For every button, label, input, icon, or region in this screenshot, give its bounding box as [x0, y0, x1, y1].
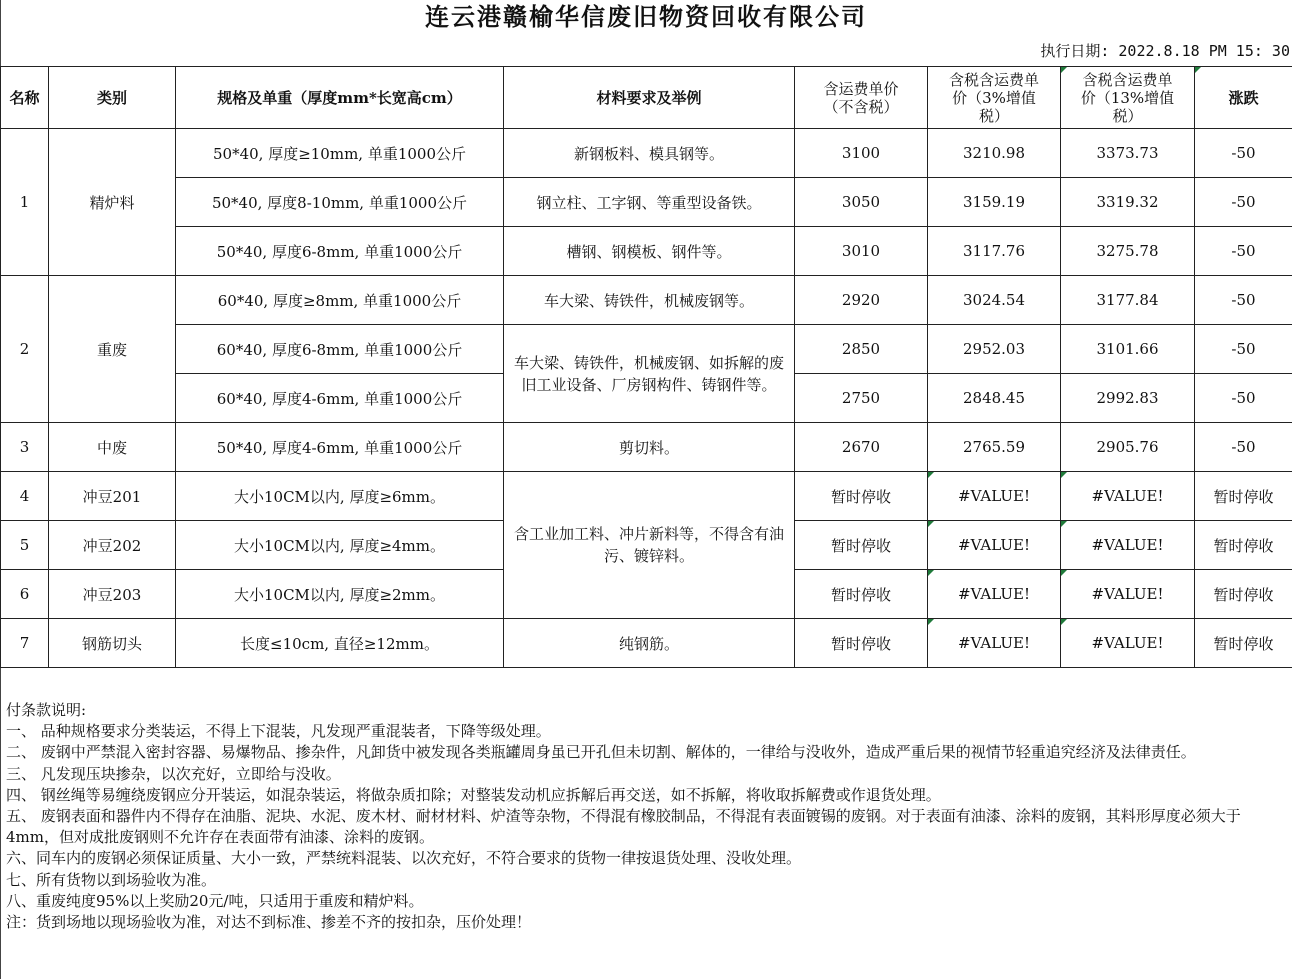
row-price: 暂时停收 [795, 619, 928, 668]
table-row [1, 276, 1292, 325]
row-price-13pct: 2992.83 [1061, 374, 1195, 423]
row-spec: 60*40, 厚度≥8mm, 单重1000公斤 [176, 276, 504, 325]
row-price-3pct: 2765.59 [928, 423, 1061, 472]
row-spec: 长度≤10cm, 直径≥12mm。 [176, 619, 504, 668]
row-spec: 大小10CM以内, 厚度≥4mm。 [176, 521, 504, 570]
notes-heading: 付条款说明: [6, 701, 87, 719]
note-item: 三、 凡发现压块掺杂，以次充好，立即给与没收。 [6, 764, 341, 783]
header-price-3pct [928, 67, 1061, 129]
header-price-13pct-line1: 含税含运费单 [1082, 70, 1173, 89]
header-price-3pct-line3: 税） [978, 106, 1009, 125]
row-price-3pct: 3159.19 [928, 178, 1061, 227]
row-price-3pct: #VALUE! [928, 472, 1061, 521]
row-category: 重废 [49, 276, 176, 423]
row-number: 7 [1, 619, 49, 668]
table-row [1, 178, 1292, 227]
row-number: 6 [1, 570, 49, 619]
row-category: 冲豆201 [49, 472, 176, 521]
row-spec: 60*40, 厚度4-6mm, 单重1000公斤 [176, 374, 504, 423]
row-change: 暂时停收 [1195, 472, 1292, 521]
row-material: 槽钢、钢模板、钢件等。 [504, 227, 795, 276]
row-price-3pct: 3210.98 [928, 129, 1061, 178]
row-material: 纯钢筋。 [504, 619, 795, 668]
header-change: 涨跌 [1195, 67, 1292, 129]
terms-notes [6, 700, 1286, 933]
row-price-13pct: 3101.66 [1061, 325, 1195, 374]
row-price-13pct: 2905.76 [1061, 423, 1195, 472]
note-item: 七、所有货物以到场验收为准。 [6, 870, 217, 889]
row-change: 暂时停收 [1195, 619, 1292, 668]
row-spec: 50*40, 厚度6-8mm, 单重1000公斤 [176, 227, 504, 276]
row-price: 3100 [795, 129, 928, 178]
row-change: 暂时停收 [1195, 521, 1292, 570]
row-price-3pct: 3024.54 [928, 276, 1061, 325]
row-change: -50 [1195, 374, 1292, 423]
header-price-3pct-line2: 价（3%增值 [952, 88, 1036, 107]
header-price-no-tax-line2: （不含税） [823, 97, 899, 116]
row-price-13pct: #VALUE! [1061, 472, 1195, 521]
note-item: 一、 品种规格要求分类装运，不得上下混装，凡发现严重混装者，下降等级处理。 [6, 722, 551, 741]
row-category: 钢筋切头 [49, 619, 176, 668]
row-number: 3 [1, 423, 49, 472]
row-price-3pct: #VALUE! [928, 570, 1061, 619]
row-price-13pct: 3275.78 [1061, 227, 1195, 276]
header-price-13pct [1061, 67, 1195, 129]
row-number: 4 [1, 472, 49, 521]
note-footer: 注：货到场地以现场验收为准，对达不到标准、掺差不齐的按扣杂，压价处理！ [6, 913, 532, 932]
row-material: 剪切料。 [504, 423, 795, 472]
row-change: -50 [1195, 325, 1292, 374]
row-price-13pct: 3319.32 [1061, 178, 1195, 227]
note-item: 六、同车内的废钢必须保证质量、大小一致，严禁统料混装、以次充好，不符合要求的货物一律按退货处理、没收处理。 [6, 849, 802, 868]
table-row [1, 423, 1292, 472]
header-price-no-tax [795, 67, 928, 129]
header-price-13pct-line2: 价（13%增值 [1080, 88, 1175, 107]
row-price: 2920 [795, 276, 928, 325]
row-price-13pct: 3373.73 [1061, 129, 1195, 178]
row-number: 5 [1, 521, 49, 570]
row-price-13pct: #VALUE! [1061, 570, 1195, 619]
note-item: 四、 钢丝绳等易缠绕废钢应分开装运，如混杂装运，将做杂质扣除；对整装发动机应拆解后再交送，如不拆解，将收取拆解费或作退货处理。 [6, 785, 941, 804]
row-material: 钢立柱、工字钢、等重型设备铁。 [504, 178, 795, 227]
table-row [1, 129, 1292, 178]
row-spec: 50*40, 厚度≥10mm, 单重1000公斤 [176, 129, 504, 178]
row-change: -50 [1195, 276, 1292, 325]
row-price-3pct: 2952.03 [928, 325, 1061, 374]
table-row [1, 472, 1292, 521]
table-row [1, 619, 1292, 668]
row-spec: 60*40, 厚度6-8mm, 单重1000公斤 [176, 325, 504, 374]
row-price: 2670 [795, 423, 928, 472]
row-change: 暂时停收 [1195, 570, 1292, 619]
header-name: 名称 [1, 67, 49, 129]
row-price: 3010 [795, 227, 928, 276]
row-price: 3050 [795, 178, 928, 227]
row-number: 2 [1, 276, 49, 423]
row-category: 中废 [49, 423, 176, 472]
row-change: -50 [1195, 129, 1292, 178]
header-material: 材料要求及举例 [504, 67, 795, 129]
price-table [0, 66, 1292, 668]
row-material: 含工业加工料、冲片新料等，不得含有油污、镀锌料。 [504, 472, 795, 619]
row-spec: 50*40, 厚度4-6mm, 单重1000公斤 [176, 423, 504, 472]
row-price-3pct: #VALUE! [928, 619, 1061, 668]
table-row [1, 325, 1292, 374]
header-spec: 规格及单重（厚度mm*长宽高cm） [176, 67, 504, 129]
row-price-13pct: 3177.84 [1061, 276, 1195, 325]
row-price-3pct: 3117.76 [928, 227, 1061, 276]
row-price-3pct: 2848.45 [928, 374, 1061, 423]
row-spec: 50*40, 厚度8-10mm, 单重1000公斤 [176, 178, 504, 227]
row-change: -50 [1195, 178, 1292, 227]
row-material: 车大梁、铸铁件，机械废钢、如拆解的废旧工业设备、厂房钢构件、铸钢件等。 [504, 325, 795, 423]
note-item: 八、重废纯度95%以上奖励20元/吨，只适用于重废和精炉料。 [6, 891, 424, 910]
table-row [1, 227, 1292, 276]
row-number: 1 [1, 129, 49, 276]
row-spec: 大小10CM以内, 厚度≥6mm。 [176, 472, 504, 521]
row-price-13pct: #VALUE! [1061, 619, 1195, 668]
company-title: 连云港赣榆华信废旧物资回收有限公司 [425, 2, 867, 31]
row-price-13pct: #VALUE! [1061, 521, 1195, 570]
note-item: 五、 废钢表面和器件内不得存在油脂、泥块、水泥、废木材、耐材材料、炉渣等杂物，不得混有橡胶制品，不得混有表面镀锡的废钢。对于表面有油漆、涂料的废钢，其料形厚度必须大于4mm，但对成批废钢则不允许存在表面带有油漆、涂料的废钢。 [6, 807, 1241, 847]
row-price: 暂时停收 [795, 472, 928, 521]
row-material: 新钢板料、模具钢等。 [504, 129, 795, 178]
header-price-no-tax-line1: 含运费单价 [823, 79, 899, 98]
table-header-row [1, 67, 1292, 129]
row-category: 冲豆202 [49, 521, 176, 570]
note-item: 二、 废钢中严禁混入密封容器、易爆物品、掺杂件，凡卸货中被发现各类瓶罐周身虽已开孔但未切割、解体的，一律给与没收外，造成严重后果的视情节轻重追究经济及法律责任。 [6, 743, 1196, 762]
row-price: 2850 [795, 325, 928, 374]
header-price-13pct-line3: 税） [1112, 106, 1143, 125]
header-price-3pct-line1: 含税含运费单 [948, 70, 1039, 89]
row-category: 冲豆203 [49, 570, 176, 619]
row-price: 2750 [795, 374, 928, 423]
row-price: 暂时停收 [795, 570, 928, 619]
header-category: 类别 [49, 67, 176, 129]
row-category: 精炉料 [49, 129, 176, 276]
row-price: 暂时停收 [795, 521, 928, 570]
row-material: 车大梁、铸铁件，机械废钢等。 [504, 276, 795, 325]
row-spec: 大小10CM以内, 厚度≥2mm。 [176, 570, 504, 619]
row-change: -50 [1195, 423, 1292, 472]
row-change: -50 [1195, 227, 1292, 276]
row-price-3pct: #VALUE! [928, 521, 1061, 570]
execution-date: 执行日期: 2022.8.18 PM 15: 30 [1040, 42, 1290, 60]
